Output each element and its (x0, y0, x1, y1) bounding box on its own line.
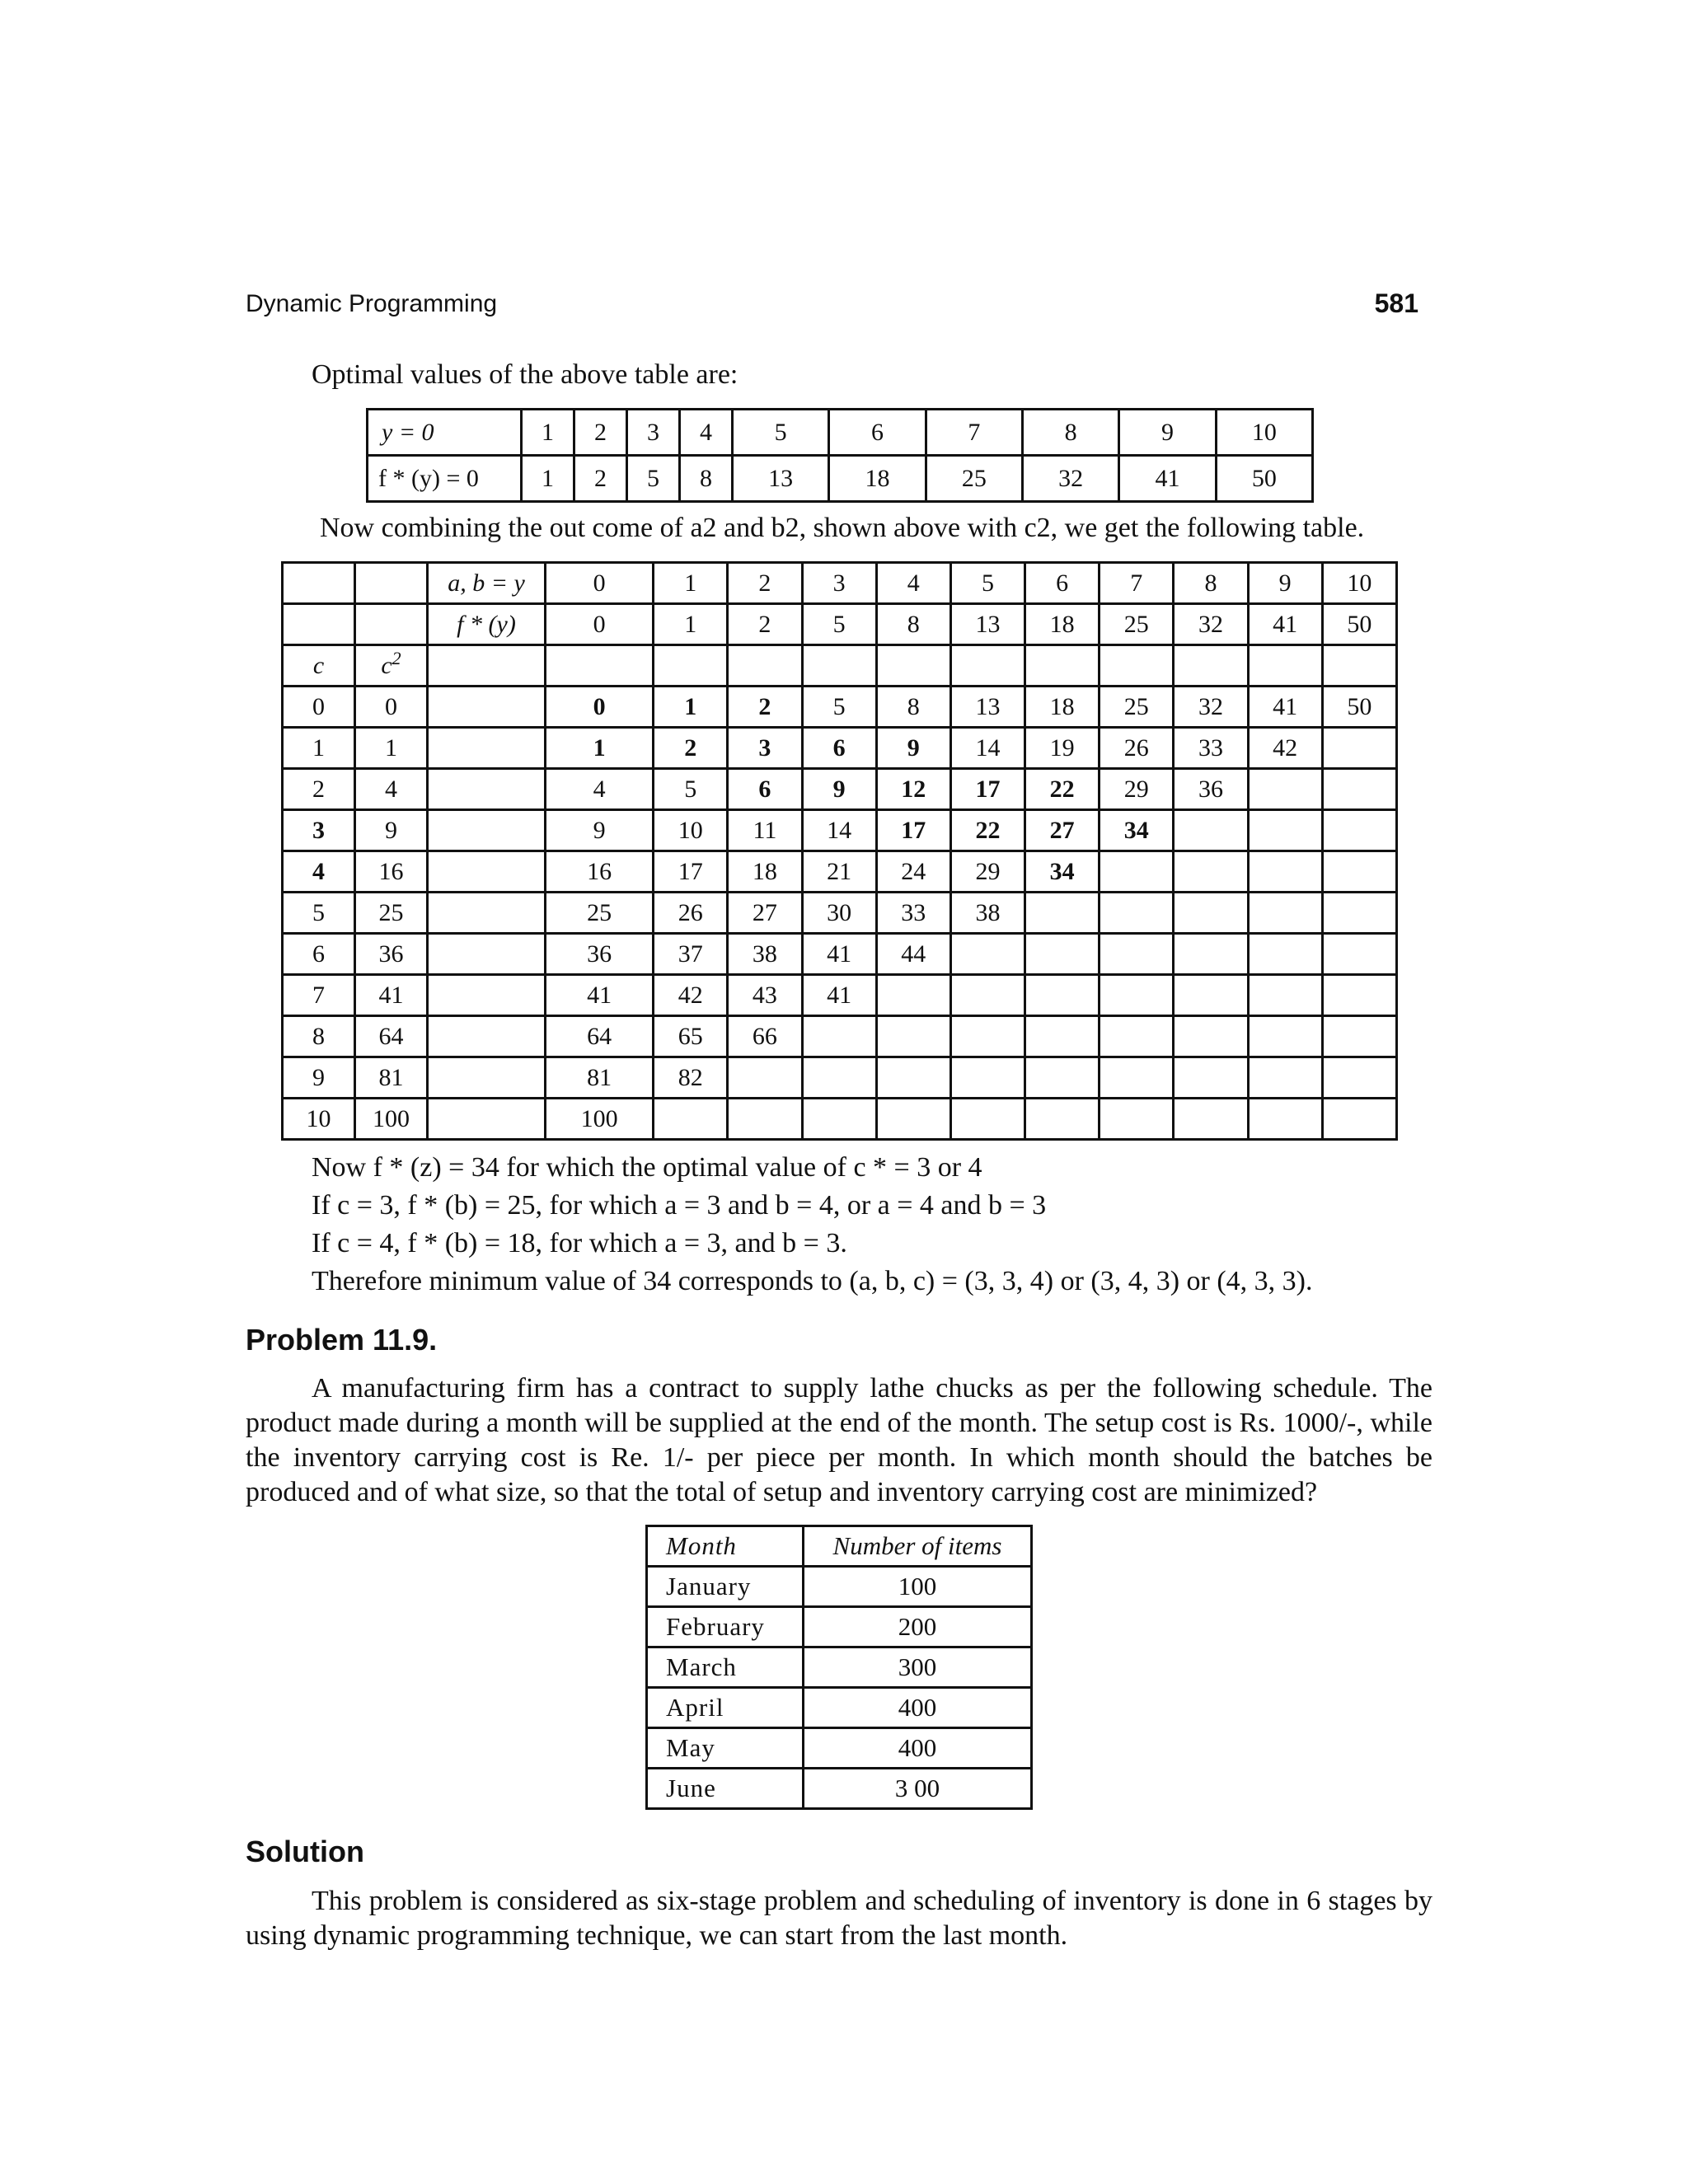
table-cell (428, 769, 546, 810)
table-cell (355, 604, 428, 645)
table-cell: 25 (926, 456, 1022, 502)
table-cell (1322, 645, 1396, 687)
table-cell (1025, 893, 1100, 934)
table-cell (654, 1099, 728, 1140)
table-cell (1248, 769, 1322, 810)
table-cell: 24 (876, 851, 950, 893)
table-row (368, 410, 1313, 456)
table-cell: 5 (627, 456, 680, 502)
table-cell (1174, 645, 1248, 687)
table-cell: 18 (829, 456, 926, 502)
table-cell: 50 (1216, 456, 1312, 502)
table-cell (1322, 1099, 1396, 1140)
table-cell: 3 (283, 810, 355, 851)
table-cell (1100, 934, 1174, 975)
table-cell: 16 (355, 851, 428, 893)
conclusion-line-1: Now f * (z) = 34 for which the optimal value of c * = 3 or 4 (312, 1152, 982, 1183)
table-cell (802, 1099, 876, 1140)
table-row (283, 1099, 1397, 1140)
table-cell (1174, 810, 1248, 851)
table-cell (1100, 1057, 1174, 1099)
table-cell: 12 (876, 769, 950, 810)
table-cell: 38 (950, 893, 1025, 934)
table-cell: 29 (1100, 769, 1174, 810)
table-cell (1248, 1099, 1322, 1140)
table-cell (546, 645, 654, 687)
table-cell: 36 (1174, 769, 1248, 810)
table-cell: 32 (1174, 687, 1248, 728)
table-cell: 33 (1174, 728, 1248, 769)
c-squared-label (355, 645, 428, 687)
table-cell (950, 1016, 1025, 1057)
table-cell: c (283, 645, 355, 687)
table-cell: 18 (1025, 687, 1100, 728)
optimal-values-table (366, 408, 1314, 503)
table-cell: 200 (804, 1607, 1032, 1647)
table-cell: 10 (1322, 563, 1396, 604)
table-cell (1322, 1057, 1396, 1099)
table-cell: 27 (728, 893, 802, 934)
table-cell: January (647, 1567, 804, 1607)
table-cell (950, 975, 1025, 1016)
table-cell: 3 (802, 563, 876, 604)
running-header-chapter: Dynamic Programming (246, 290, 498, 317)
table-cell (1322, 934, 1396, 975)
table-cell (1100, 851, 1174, 893)
table-cell (876, 645, 950, 687)
table-cell: 32 (1174, 604, 1248, 645)
table-cell: 17 (876, 810, 950, 851)
table-cell (428, 1016, 546, 1057)
table-cell: 1 (522, 410, 574, 456)
table-cell (1322, 810, 1396, 851)
table-cell: 19 (1025, 728, 1100, 769)
table-cell: 5 (802, 604, 876, 645)
table-cell: 2 (728, 687, 802, 728)
table-cell (428, 810, 546, 851)
table-cell (950, 934, 1025, 975)
table-cell: 34 (1025, 851, 1100, 893)
table-row (283, 728, 1397, 769)
table-cell: 2 (728, 604, 802, 645)
table-cell: 8 (1174, 563, 1248, 604)
table-cell: 8 (876, 687, 950, 728)
table-cell: 81 (355, 1057, 428, 1099)
table-cell (1174, 1016, 1248, 1057)
table-cell: 14 (950, 728, 1025, 769)
table-row (283, 687, 1397, 728)
table-row (283, 1057, 1397, 1099)
table-cell: 2 (574, 410, 627, 456)
table-row (283, 893, 1397, 934)
table-cell: 8 (283, 1016, 355, 1057)
table-cell: 9 (355, 810, 428, 851)
table-cell: 3 (728, 728, 802, 769)
table-cell: 11 (728, 810, 802, 851)
table-cell (428, 893, 546, 934)
table-cell: 22 (950, 810, 1025, 851)
table-cell: 4 (355, 769, 428, 810)
table-cell (1248, 645, 1322, 687)
table-cell: 0 (546, 604, 654, 645)
table-cell: f * (y) (428, 604, 546, 645)
table-cell: 21 (802, 851, 876, 893)
table-cell: 400 (804, 1688, 1032, 1728)
table-cell (728, 1099, 802, 1140)
table-cell (1248, 810, 1322, 851)
table-cell: 41 (546, 975, 654, 1016)
table-cell: 4 (680, 410, 733, 456)
table-cell (1100, 1099, 1174, 1140)
table-cell: 43 (728, 975, 802, 1016)
table-header-row (647, 1526, 1032, 1567)
table-cell (1100, 1016, 1174, 1057)
table-row (283, 1016, 1397, 1057)
table-cell: 7 (1100, 563, 1174, 604)
table-cell: 6 (1025, 563, 1100, 604)
table-cell: 82 (654, 1057, 728, 1099)
table-cell: 4 (283, 851, 355, 893)
table-cell: 18 (728, 851, 802, 893)
table-cell: 6 (802, 728, 876, 769)
table-cell (654, 645, 728, 687)
table-cell (1100, 893, 1174, 934)
table-cell: 4 (876, 563, 950, 604)
table-cell (1174, 893, 1248, 934)
table-cell: 2 (728, 563, 802, 604)
table-cell: 5 (654, 769, 728, 810)
table-cell: 1 (283, 728, 355, 769)
table-cell (1025, 645, 1100, 687)
table-cell: 25 (1100, 687, 1174, 728)
conclusion-line-3: If c = 4, f * (b) = 18, for which a = 3, and b = 3. (312, 1228, 847, 1258)
table-row (647, 1567, 1032, 1607)
table-cell: 100 (355, 1099, 428, 1140)
superscript: 2 (392, 647, 401, 668)
intro-line: Optimal values of the above table are: (312, 359, 738, 390)
combined-table-body (283, 563, 1397, 1140)
table-cell: 29 (950, 851, 1025, 893)
table-cell (1248, 893, 1322, 934)
table-cell: 14 (802, 810, 876, 851)
table-cell: 17 (654, 851, 728, 893)
table-cell (876, 975, 950, 1016)
table-cell: 32 (1022, 456, 1118, 502)
table-cell: 9 (283, 1057, 355, 1099)
table-cell: 1 (654, 604, 728, 645)
table-cell: 1 (355, 728, 428, 769)
table-cell: 41 (355, 975, 428, 1016)
table-cell: 9 (876, 728, 950, 769)
table-cell (428, 1099, 546, 1140)
table-cell (283, 563, 355, 604)
table-cell: 6 (829, 410, 926, 456)
table-cell: 6 (283, 934, 355, 975)
table-cell (428, 728, 546, 769)
table-cell (1174, 1057, 1248, 1099)
table-cell (1248, 934, 1322, 975)
table-cell (876, 1099, 950, 1140)
table-cell: 30 (802, 893, 876, 934)
table-cell (876, 1057, 950, 1099)
table-cell: 5 (802, 687, 876, 728)
table-cell (428, 1057, 546, 1099)
problem-text: A manufacturing firm has a contract to supply lathe chucks as per the following schedule. The product made during a month will be supplied at the end of the month. The setup cost is Rs. 1000/-, while the inventory carrying cost is Re. 1/- per piece per month. In which month should the batches be produced and of what size, so that the total of setup and inventory carrying cost are minimized? (246, 1373, 1432, 1507)
table-row (283, 769, 1397, 810)
solution-text: This problem is considered as six-stage problem and scheduling of inventory is done in 6 stages by using dynamic programming technique, we can start from the last month. (246, 1886, 1432, 1951)
table-cell: 37 (654, 934, 728, 975)
table-cell: a, b = y (428, 563, 546, 604)
table-cell: 25 (546, 893, 654, 934)
table-cell: 18 (1025, 604, 1100, 645)
table-cell (1174, 851, 1248, 893)
table-cell (1174, 975, 1248, 1016)
table-cell (428, 934, 546, 975)
table-cell (876, 1016, 950, 1057)
table-cell (1025, 1099, 1100, 1140)
table-cell: 5 (950, 563, 1025, 604)
table-cell: 1 (522, 456, 574, 502)
table-cell: May (647, 1728, 804, 1769)
table-row (283, 810, 1397, 851)
table-cell: 13 (950, 604, 1025, 645)
table-cell: 36 (355, 934, 428, 975)
table-cell: 2 (283, 769, 355, 810)
table-cell: 1 (654, 563, 728, 604)
table-cell: 33 (876, 893, 950, 934)
table-cell: 38 (728, 934, 802, 975)
table-cell (1025, 975, 1100, 1016)
table-cell: 8 (680, 456, 733, 502)
table-cell: 13 (733, 456, 829, 502)
table-row (647, 1688, 1032, 1728)
table-cell: 100 (804, 1567, 1032, 1607)
table-cell: 0 (546, 563, 654, 604)
table-row (647, 1728, 1032, 1769)
table-cell (950, 645, 1025, 687)
table-cell: 100 (546, 1099, 654, 1140)
table-cell: 22 (1025, 769, 1100, 810)
table-cell (1322, 728, 1396, 769)
table-cell: 25 (1100, 604, 1174, 645)
table-cell: 41 (1248, 687, 1322, 728)
table-cell: 81 (546, 1057, 654, 1099)
table-cell: 25 (355, 893, 428, 934)
table-cell (1248, 851, 1322, 893)
table-cell (1174, 934, 1248, 975)
table-cell: 36 (546, 934, 654, 975)
table-cell: 13 (950, 687, 1025, 728)
table-cell (1322, 1016, 1396, 1057)
table-cell: 0 (283, 687, 355, 728)
table-cell: 5 (733, 410, 829, 456)
table-cell: 7 (926, 410, 1022, 456)
table-cell: 26 (1100, 728, 1174, 769)
table-cell: 64 (355, 1016, 428, 1057)
table-cell: April (647, 1688, 804, 1728)
table-cell (428, 975, 546, 1016)
table-cell: 9 (546, 810, 654, 851)
table-cell (950, 1057, 1025, 1099)
table-cell: 2 (654, 728, 728, 769)
table-cell (428, 851, 546, 893)
table-cell: 8 (1022, 410, 1118, 456)
table-cell: March (647, 1647, 804, 1688)
table-cell (1100, 975, 1174, 1016)
table-cell: 5 (283, 893, 355, 934)
table-row (283, 604, 1397, 645)
table-cell: 34 (1100, 810, 1174, 851)
table-cell: 7 (283, 975, 355, 1016)
table-cell: y = 0 (368, 410, 522, 456)
table-cell (728, 1057, 802, 1099)
table-row (647, 1607, 1032, 1647)
table-cell (1248, 1016, 1322, 1057)
table-cell: 400 (804, 1728, 1032, 1769)
table-cell: Month (647, 1526, 804, 1567)
table-cell (950, 1099, 1025, 1140)
table-row (283, 851, 1397, 893)
table-cell: 42 (654, 975, 728, 1016)
combined-table (281, 561, 1398, 1141)
table-cell (802, 1057, 876, 1099)
table-cell (802, 645, 876, 687)
table-cell: Number of items (804, 1526, 1032, 1567)
table-cell: 10 (1216, 410, 1312, 456)
combine-line: Now combining the out come of a2 and b2, shown above with c2, we get the following table. (320, 513, 1365, 543)
table-row (368, 456, 1313, 502)
schedule-table (645, 1525, 1033, 1810)
table-cell: 3 00 (804, 1769, 1032, 1809)
table-row (647, 1769, 1032, 1809)
table-cell (1322, 769, 1396, 810)
conclusion-line-2: If c = 3, f * (b) = 25, for which a = 3 and b = 4, or a = 4 and b = 3 (312, 1190, 1047, 1221)
table-cell: 1 (546, 728, 654, 769)
table-cell (428, 687, 546, 728)
table-cell: 8 (876, 604, 950, 645)
table-cell (1248, 1057, 1322, 1099)
table-cell: 9 (1248, 563, 1322, 604)
table-cell: 0 (546, 687, 654, 728)
table-cell: 9 (1119, 410, 1216, 456)
solution-title: Solution (246, 1835, 364, 1868)
table-cell: 6 (728, 769, 802, 810)
table-cell: 16 (546, 851, 654, 893)
table-cell: 26 (654, 893, 728, 934)
table-cell: 50 (1322, 687, 1396, 728)
c-squared-text: c (381, 651, 392, 679)
table-cell: 41 (802, 934, 876, 975)
table-cell: 41 (802, 975, 876, 1016)
table-cell (1025, 1057, 1100, 1099)
conclusion-line-4: Therefore minimum value of 34 corresponds to (a, b, c) = (3, 3, 4) or (3, 4, 3) or (4, 3, 3). (312, 1266, 1313, 1296)
table-cell (1322, 851, 1396, 893)
table-cell: 64 (546, 1016, 654, 1057)
table-row (283, 975, 1397, 1016)
table-cell: 66 (728, 1016, 802, 1057)
table-row (283, 563, 1397, 604)
table-cell: 0 (355, 687, 428, 728)
table-cell (1322, 975, 1396, 1016)
table-cell: 10 (283, 1099, 355, 1140)
table-cell: 17 (950, 769, 1025, 810)
table-cell (283, 604, 355, 645)
table-cell: 50 (1322, 604, 1396, 645)
table-cell (1025, 934, 1100, 975)
table-cell: 44 (876, 934, 950, 975)
table-cell (355, 563, 428, 604)
schedule-table-body (647, 1526, 1032, 1809)
table-cell (1100, 645, 1174, 687)
table-cell: 2 (574, 456, 627, 502)
table-row (283, 934, 1397, 975)
table-cell (802, 1016, 876, 1057)
table-cell: 42 (1248, 728, 1322, 769)
table-cell: 27 (1025, 810, 1100, 851)
table-cell: 41 (1248, 604, 1322, 645)
table-cell: June (647, 1769, 804, 1809)
table-cell: 1 (654, 687, 728, 728)
table-cell (1248, 975, 1322, 1016)
table-row (647, 1647, 1032, 1688)
table-cell: 9 (802, 769, 876, 810)
table-cell: 10 (654, 810, 728, 851)
table-cell: 300 (804, 1647, 1032, 1688)
table-cell: 3 (627, 410, 680, 456)
table-cell (1174, 1099, 1248, 1140)
table-cell (728, 645, 802, 687)
table-cell: 4 (546, 769, 654, 810)
table-cell: 65 (654, 1016, 728, 1057)
table-cell (1322, 893, 1396, 934)
table-cell (428, 645, 546, 687)
table-cell: 41 (1119, 456, 1216, 502)
table-cell: February (647, 1607, 804, 1647)
problem-title: Problem 11.9. (246, 1323, 438, 1357)
table-cell: f * (y) = 0 (368, 456, 522, 502)
page-number: 581 (1374, 288, 1418, 318)
table-cell (1025, 1016, 1100, 1057)
table-row (283, 645, 1397, 687)
